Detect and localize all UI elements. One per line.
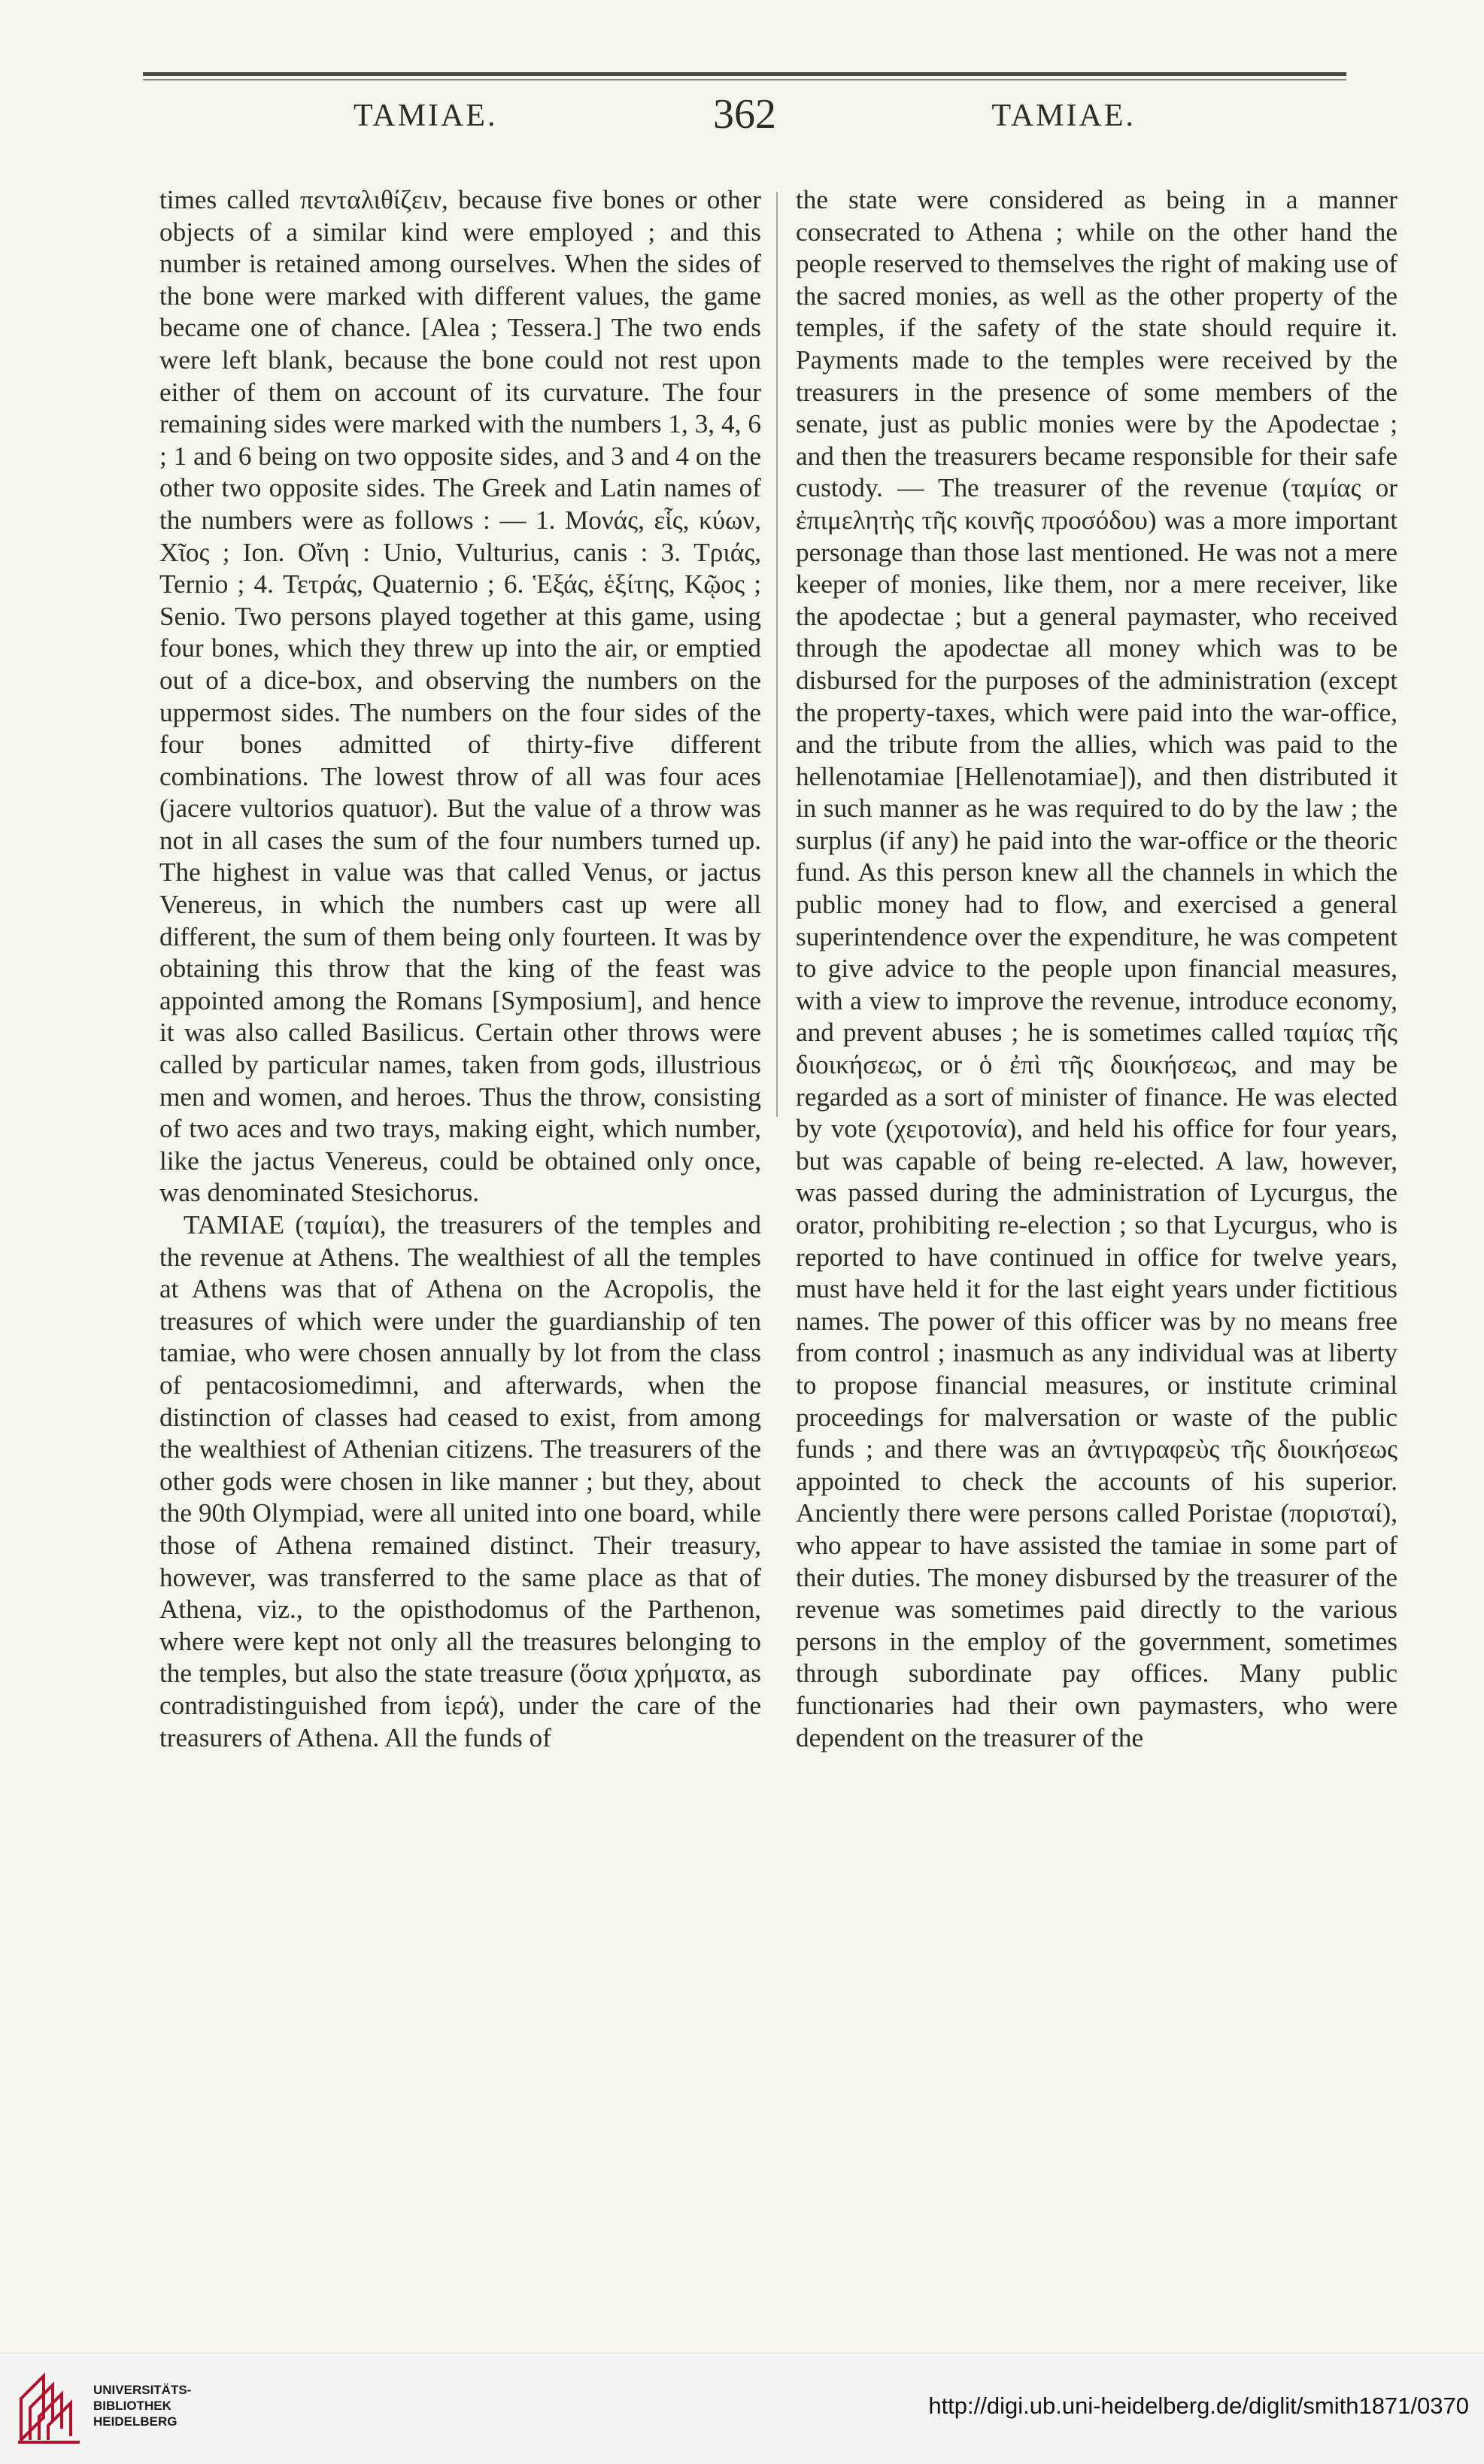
paragraph-tamiae: TAMIAE (ταμίαι), the treasurers of the temples and the revenue at Athens. The wealthiest of all the temples at Athens was that of Athena on the Acropolis, the treasures of which were under the guardianship of ten tamiae, who were chosen annually by lot from the class of pentacosiomedimni, and afterwards, when the distinction of classes had ceased to exist, from among the wealthiest of Athenian citizens. The treasurers of the other gods were chosen in like manner ; but they, about the 90th Olympiad, were all united into one board, while those of Athena remained distinct. Their treasury, however, was transferred to the same place as that of Athena, viz., to the opisthodomus of the Parthenon, where were kept not only all the treasures belonging to the temples, but also the state treasure (ὅσια χρήματα, as contradistinguished from ἱερά), under the care of the treasurers of Athena. All the funds of [159,1210,761,1752]
left-column [159,184,761,1754]
column-divider [776,192,778,1117]
page-number: 362 [713,91,776,138]
library-name-line3: HEIDELBERG [93,2414,178,2429]
paragraph-astragali: times called πενταλιθίζειν, because five bones or other objects of a similar kind were employed ; and this number is retained among ourselves. When the sides of the bone were marked with different values, the game became one of chance. [Alea ; Tessera.] The two ends were left blank, because the bone could not rest upon either of them on account of its curvature. The four remaining sides were marked with the numbers 1, 3, 4, 6 ; 1 and 6 being on two opposite sides, and 3 and 4 on the other two opposite sides. The Greek and Latin names of the numbers were as follows : — 1. Μονάς, εἷς, κύων, Χῖος ; Ion. Οἴνη : Unio, Vulturius, canis : 3. Τριάς, Ternio ; 4. Τετράς, Quaternio ; 6. Ἑξάς, ἑξίτης, Κῷος ; Senio. Two persons played together at this game, using four bones, which they threw up into the air, or emptied out of a dice-box, and observing the numbers on the uppermost sides. The numbers on the four sides of the four bones admitted of thirty-five different combinations. The lowest throw of all was four aces (jacere vultorios quatuor). But the value of a throw was not in all cases the sum of the four numbers turned up. The highest in value was that called Venus, or jactus Venereus, in which the numbers cast up were all different, the sum of them being only fourteen. It was by obtaining this throw that the king of the feast was appointed among the Romans [Symposium], and hence it was also called Basilicus. Certain other throws were called by particular names, taken from gods, illustrious men and women, and heroes. Thus the throw, consisting of two aces and two trays, making eight, which number, like the jactus Venereus, could be obtained only once, was denominated Stesichorus. [159,185,761,1208]
library-name-line1: UNIVERSITÄTS- [93,2383,192,2397]
library-logo-icon [14,2368,86,2447]
header-right-title: TAMIAE. [991,99,1136,133]
right-column [796,184,1398,1754]
library-name [93,2382,191,2429]
running-header [143,90,1346,165]
header-rule [143,72,1346,76]
footer-bar [0,2353,1484,2464]
library-name-line2: BIBLIOTHEK [93,2399,171,2413]
source-url-link[interactable]: http://digi.ub.uni-heidelberg.de/diglit/smith1871/0370 [928,2393,1469,2419]
paragraph-treasurers: the state were considered as being in a manner consecrated to Athena ; while on the other hand the people reserved to themselves the right of making use of the sacred monies, as well as the other property of the temples, if the safety of the state should require it. Payments made to the temples were received by the treasurers in the presence of some members of the senate, just as public monies were by the Apodectae ; and then the treasurers became responsible for their safe custody. — The treasurer of the revenue (ταμίας or ἐπιμελητὴς τῆς κοινῆς προσόδου) was a more important personage than those last mentioned. He was not a mere keeper of monies, like them, nor a mere receiver, like the apodectae ; but a general paymaster, who received through the apodectae all money which was to be disbursed for the purposes of the administration (except the property-taxes, which were paid into the war-office, and the tribute from the allies, which was paid to the hellenotamiae [Hellenotamiae]), and then distributed it in such manner as he was required to do by the law ; the surplus (if any) he paid into the war-office or the theoric fund. As this person knew all the channels in which the public money had to flow, and exercised a general superintendence over the expenditure, he was competent to give advice to the people upon financial measures, with a view to improve the revenue, introduce economy, and prevent abuses ; he is sometimes called ταμίας τῆς διοικήσεως, or ὁ ἐπὶ τῆς διοικήσεως, and may be regarded as a sort of minister of finance. He was elected by vote (χειροτονία), and held his office for four years, but was capable of being re-elected. A law, however, was passed during the administration of Lycurgus, the orator, prohibiting re-election ; so that Lycurgus, who is reported to have continued in office for twelve years, must have held it for the last eight years under fictitious names. The power of this officer was by no means free from control ; inasmuch as any individual was at liberty to propose financial measures, or institute criminal proceedings for malversation or waste of the public funds ; and there was an ἀντιγραφεὺς τῆς διοικήσεως appointed to check the accounts of his superior. Anciently there were persons called Poristae (πορισταί), who appear to have assisted the tamiae in some part of their duties. The money disbursed by the treasurer of the revenue was sometimes paid directly to the various persons in the employ of the government, sometimes through subordinate pay offices. Many public functionaries had their own paymasters, who were dependent on the treasurer of the [796,185,1398,1752]
header-left-title: TAMIAE. [354,99,498,133]
